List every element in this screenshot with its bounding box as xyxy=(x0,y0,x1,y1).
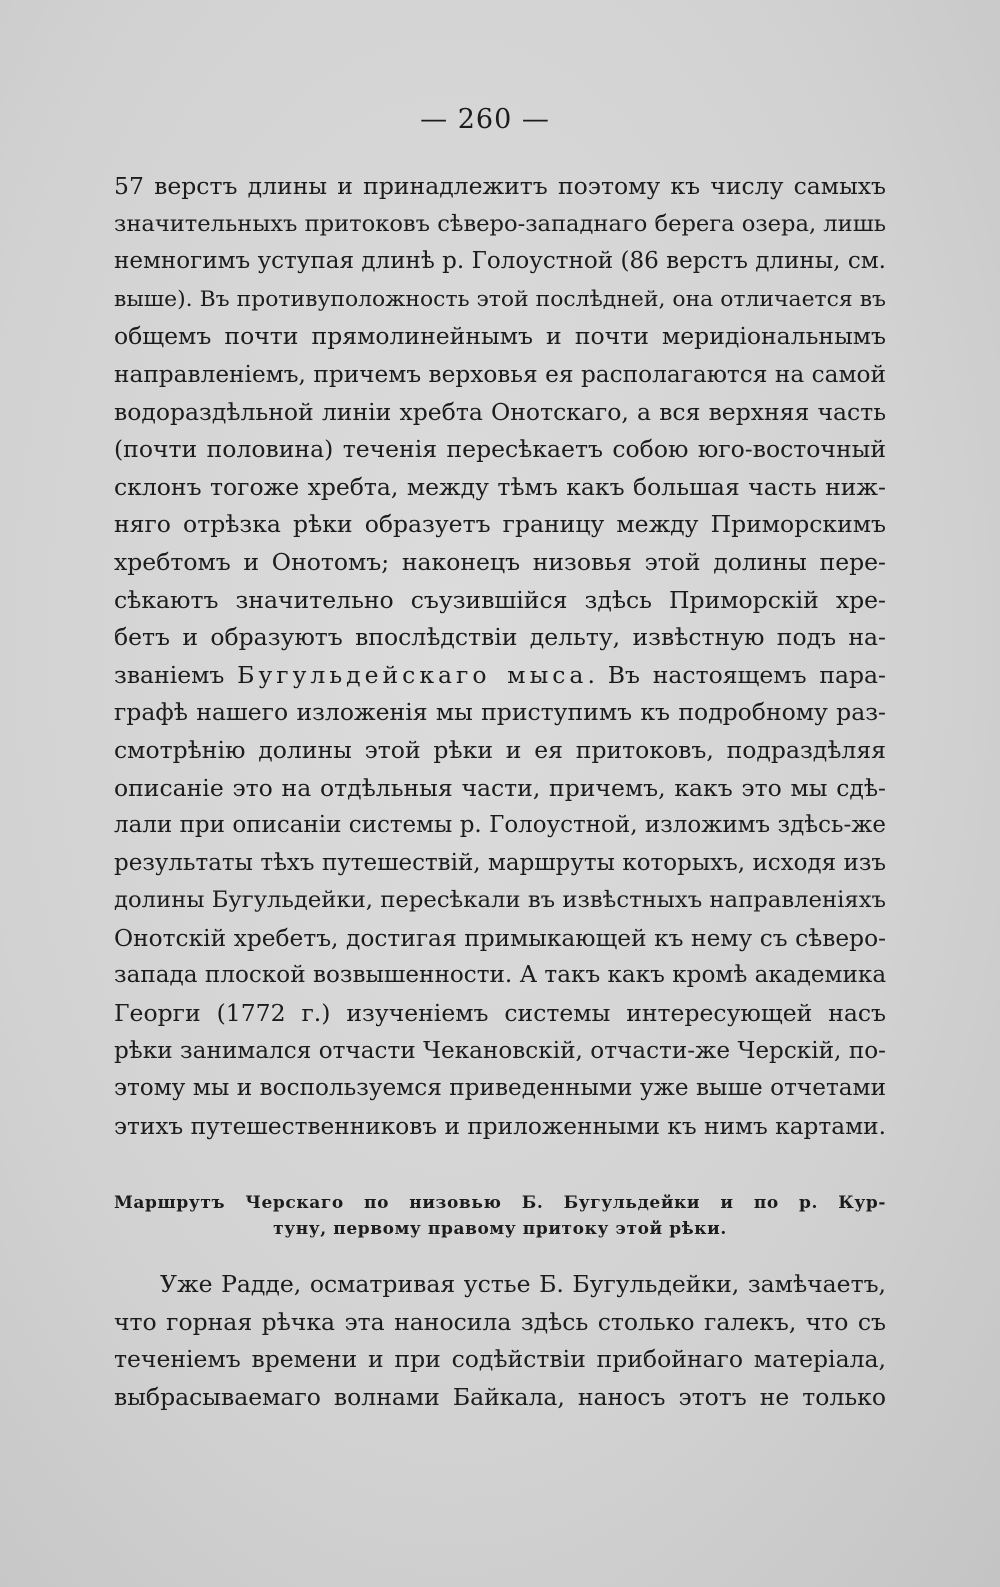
text-line: направленiемъ, причемъ верховья ея располагаются на самой xyxy=(114,360,886,388)
text-line: Уже Радде, осматривая устье Б. Бугульдейки, замѣчаетъ, xyxy=(160,1270,886,1298)
text-span: званiемъ xyxy=(114,660,238,689)
text-line-spaced xyxy=(114,657,886,695)
text-line: 57 верстъ длины и принадлежитъ поэтому къ числу самыхъ xyxy=(114,172,886,200)
text-line: смотрѣнiю долины этой рѣки и ея притоковъ, подраздѣляя xyxy=(114,735,886,764)
text-line: общемъ почти прямолинейнымъ и почти меридiональнымъ xyxy=(114,322,886,351)
section-heading xyxy=(114,1190,886,1242)
text-line: выше). Въ противуположность этой послѣдней, она отличается въ xyxy=(114,286,886,312)
text-line: этихъ путешественниковъ и приложенными къ нимъ картами. xyxy=(114,1112,886,1140)
text-line: запада плоской возвышенности. А такъ какъ кромѣ академика xyxy=(114,962,887,989)
text-line: этому мы и воспользуемся приведенными уже выше отчетами xyxy=(114,1075,886,1102)
text-line: результаты тѣхъ путешествiй, маршруты которыхъ, исходя изъ xyxy=(114,849,886,876)
text-line: описанiе это на отдѣльныя части, причемъ, какъ это мы сдѣ- xyxy=(114,773,886,802)
text-line: графѣ нашего изложенiя мы приступимъ къ подробному раз- xyxy=(114,698,886,727)
text-span: . Въ настоящемъ пара- xyxy=(587,660,886,689)
text-line: рѣки занимался отчасти Чекановскiй, отчасти-же Черскiй, по- xyxy=(114,1037,886,1064)
text-line: Онотскiй хребетъ, достигая примыкающей къ нему съ сѣверо- xyxy=(114,924,886,952)
paragraph-2 xyxy=(114,1266,886,1416)
text-line: выбрасываемаго волнами Байкала, наносъ этотъ не только xyxy=(114,1382,886,1411)
text-line: бетъ и образуютъ впослѣдствiи дельту, извѣстную подъ на- xyxy=(114,623,886,652)
text-line: долины Бугульдейки, пересѣкали въ извѣстныхъ направленiяхъ xyxy=(114,887,886,914)
text-line: немногимъ уступая длинѣ р. Голоустной (86 верстъ длины, см. xyxy=(114,248,886,275)
text-line: няго отрѣзка рѣки образуетъ границу между Приморскимъ xyxy=(114,510,886,539)
text-line: (почти половина) теченiя пересѣкаетъ собою юго-восточный xyxy=(114,435,886,464)
text-line: склонъ тогоже хребта, между тѣмъ какъ большая часть ниж- xyxy=(114,472,886,501)
paragraph-1 xyxy=(114,168,886,1145)
page-number: — 260 — xyxy=(420,104,550,135)
heading-line: туну, первому правому притоку этой рѣки. xyxy=(273,1219,727,1239)
heading-line: Маршрутъ Черскаго по низовью Б. Бугульдейки и по р. Кур- xyxy=(114,1193,886,1213)
text-line: что горная рѣчка эта наносила здѣсь столько галекъ, что съ xyxy=(114,1307,886,1336)
text-line: водораздѣльной линiи хребта Онотскаго, а вся верхняя часть xyxy=(114,397,886,426)
text-line: значительныхъ притоковъ сѣверо-западнаго берега озера, лишь xyxy=(114,210,886,237)
spaced-place-name: Бугульдейскаго мыса xyxy=(237,660,588,689)
text-line: хребтомъ и Онотомъ; наконецъ низовья этой долины пере- xyxy=(114,547,886,576)
text-line: теченiемъ времени и при содѣйствiи прибойнаго матерiала, xyxy=(114,1345,886,1374)
text-line: сѣкаютъ значительно съузившiйся здѣсь Приморскiй хре- xyxy=(114,585,886,614)
text-line: лали при описанiи системы р. Голоустной, изложимъ здѣсь-же xyxy=(114,812,886,839)
text-line: Георги (1772 г.) изученiемъ системы интересующей насъ xyxy=(114,999,886,1028)
